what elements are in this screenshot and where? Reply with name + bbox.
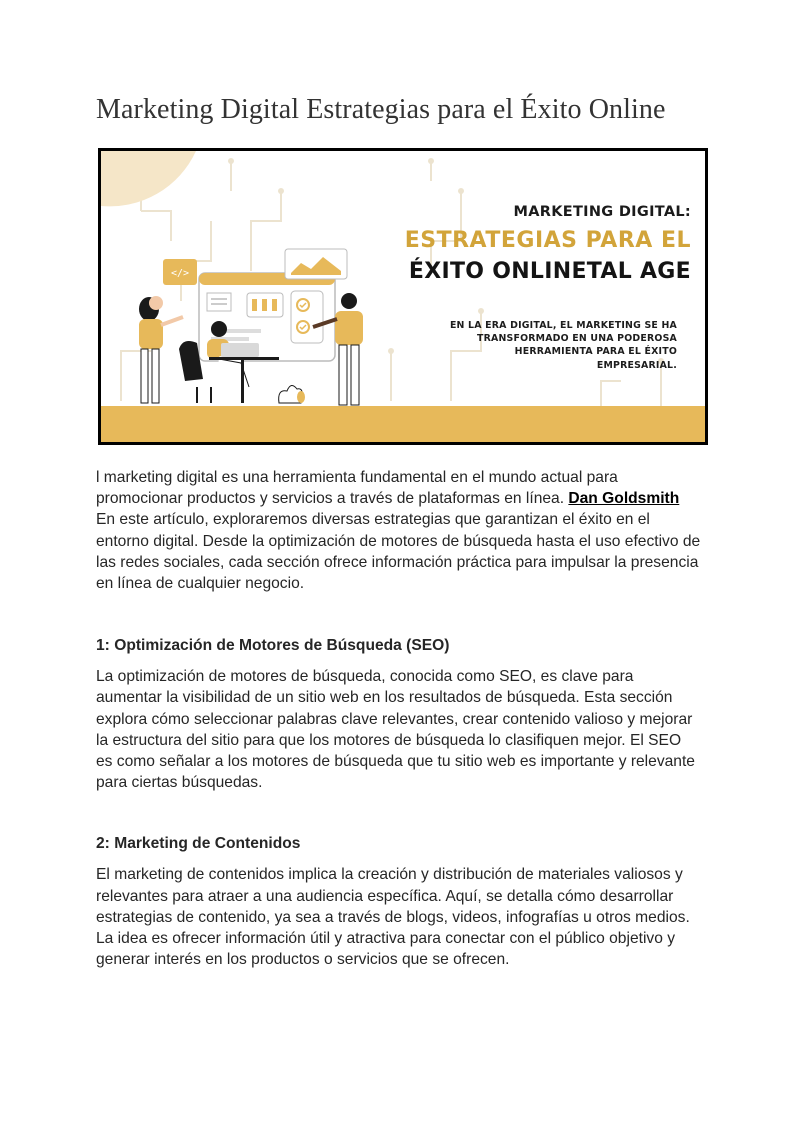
banner-illustration bbox=[101, 151, 705, 442]
intro-paragraph bbox=[96, 467, 701, 594]
banner-headline-line3: ÉXITO ONLINETAL AGE bbox=[408, 259, 691, 284]
page-title: Marketing Digital Estrategias para el Éxito Online bbox=[96, 94, 666, 125]
person-left-icon bbox=[139, 296, 183, 403]
banner-subtitle: EN LA ERA DIGITAL, EL MARKETING SE HA TRANSFORMADO EN UNA PODEROSA HERRAMIENTA PARA EL ÉXITO EMPRESARIAL. bbox=[449, 320, 677, 371]
corner-accent bbox=[101, 151, 196, 206]
plant-icon bbox=[279, 385, 305, 403]
hero-banner-image bbox=[98, 148, 708, 445]
code-window-icon bbox=[163, 259, 197, 285]
intro-text-before-link: l marketing digital es una herramienta fundamental en el mundo actual para promocionar productos y servicios a través de plataformas en línea. bbox=[96, 469, 618, 508]
banner-headline-line1: MARKETING DIGITAL: bbox=[513, 204, 691, 220]
svg-text:</>: </> bbox=[170, 268, 190, 279]
section-1-body: La optimización de motores de búsqueda, conocida como SEO, es clave para aumentar la visibilidad de un sitio web en los resultados de búsqueda. Esta sección explora cómo seleccionar palabras clave relevantes, crear contenido valioso y mejorar la estructura del sitio para que los motores de búsqueda lo clasifiquen mejor. El SEO es como señalar a los motores de búsqueda que tu sitio web es importante y relevante para ciertas búsquedas. bbox=[96, 668, 695, 792]
intro-text-after-link: En este artículo, exploraremos diversas estrategias que garantizan el éxito en el entorno digital. Desde la optimización de motores de búsqueda hasta el uso efectivo de las redes sociales, cada sección ofrece información práctica para impulsar la presencia en línea de cualquier negocio. bbox=[96, 511, 701, 593]
section-2-body: El marketing de contenidos implica la creación y distribución de materiales valiosos y relevantes para atraer a una audiencia específica. Aquí, se detalla cómo desarrollar estrategias de contenido, ya sea a través de blogs, videos, infografías u otros medios. La idea es ofrecer información útil y atractiva para conectar con el público objetivo y generar interés en los productos o servicios que se ofrecen. bbox=[96, 866, 690, 969]
article-body bbox=[96, 467, 701, 970]
ground-band bbox=[101, 406, 705, 442]
banner-headline bbox=[351, 203, 691, 287]
section-2-heading: 2: Marketing de Contenidos bbox=[96, 835, 301, 853]
checklist-icon bbox=[291, 291, 323, 343]
section-1-heading: 1: Optimización de Motores de Búsqueda (SEO) bbox=[96, 637, 450, 655]
chart-window-icon bbox=[285, 249, 347, 279]
author-link[interactable]: Dan Goldsmith bbox=[568, 490, 680, 508]
banner-headline-line2: ESTRATEGIAS PARA EL bbox=[404, 228, 691, 253]
